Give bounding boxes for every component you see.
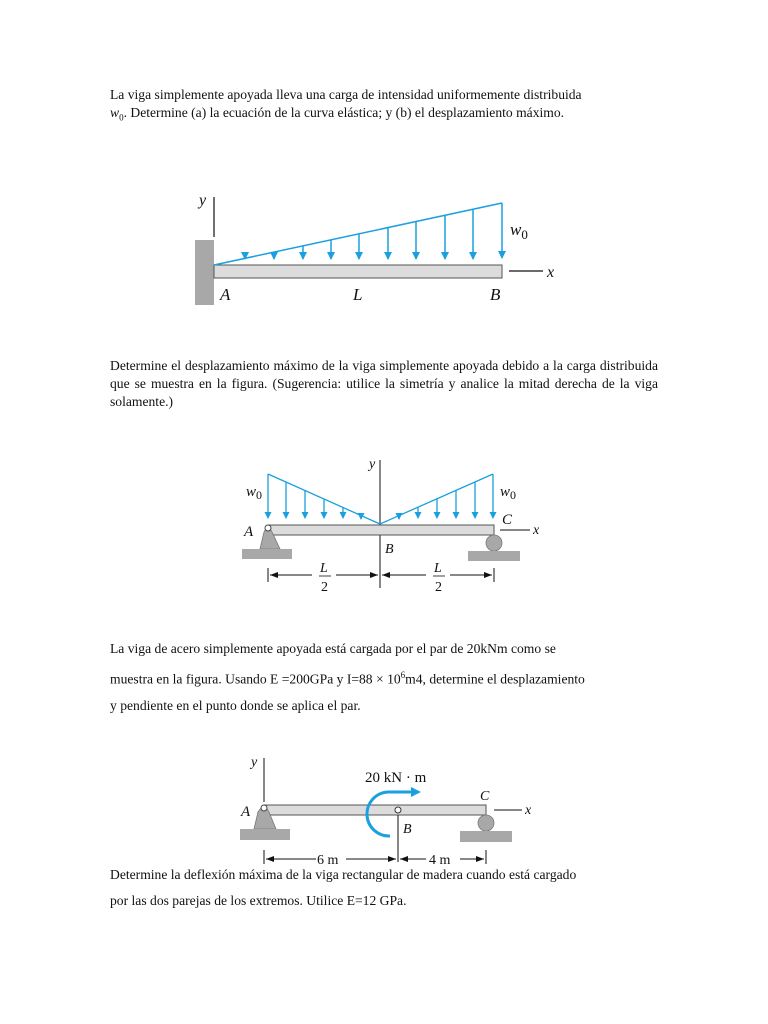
problem-1-line-2-rest: . Determine (a) la ecuación de la curva elástica; y (b) el desplazamiento máximo. [123, 105, 565, 120]
length-l-label: L [353, 285, 363, 304]
fixed-support-wall [195, 240, 214, 305]
problem-4-text [110, 862, 658, 914]
problem-3-line-2: muestra en la figura. Usando E =200GPa y $I=88 \times 10^6m4$, determine el desplazamiento [110, 670, 585, 687]
point-b-label: B [385, 542, 394, 557]
problem-1-line-1: La viga simplemente apoyada lleva una carga de intensidad uniformemente distribuida [110, 87, 582, 102]
problem-2-text [110, 357, 658, 411]
problem-2-paragraph: Determine el desplazamiento máximo de la viga simplemente apoyada debido a la carga distribuida que se muestra en la figura. (Sugerencia: utilice la simetría y analice la mitad derecha de la viga solamente.) [110, 358, 658, 409]
point-b-marker [395, 807, 401, 813]
problem-3-line-1: La viga de acero simplemente apoyada está cargada por el par de 20kNm como se [110, 641, 556, 656]
exponent: 6 [400, 670, 406, 680]
point-a-label: A [220, 285, 231, 304]
problem-1-line-2 [110, 104, 658, 127]
problem-3-line-3: y pendiente en el punto donde se aplica el par. [110, 697, 361, 713]
y-axis-label: y [251, 755, 258, 770]
beam [268, 525, 494, 535]
dimension-lines [268, 568, 494, 582]
roller-support-c [468, 535, 520, 561]
w0-left-label: $w_0$ [246, 484, 263, 502]
triangular-load [214, 203, 502, 265]
problem-4-line-1: Determine la deflexión máxima de la viga rectangular de madera cuando está cargado [110, 867, 577, 882]
point-b-label: B [403, 822, 412, 837]
w0-subscript: 0 [119, 112, 124, 123]
beam [264, 805, 486, 815]
roller-support-c [460, 815, 512, 842]
x-axis-label: x [525, 803, 532, 818]
y-axis-label: y [369, 457, 376, 472]
half-length-right-numerator: L [434, 561, 442, 576]
distance-4m-label: 4 m [429, 853, 451, 868]
figure-2-simply-supported-beam [230, 448, 550, 603]
y-axis-label: y [199, 192, 207, 209]
point-b-label: B [490, 285, 501, 304]
figure-3-couple-moment-beam [238, 752, 548, 872]
point-c-label: C [502, 512, 513, 528]
half-length-right-denominator: 2 [435, 580, 442, 595]
point-a-label: A [241, 804, 251, 820]
moment-label: 20 kN · m [365, 770, 427, 786]
point-a-label: A [244, 524, 254, 540]
point-c-label: C [480, 789, 490, 804]
problem-3-text [110, 636, 658, 719]
w0-symbol: w [110, 105, 120, 120]
w0-right-label: $w_0$ [500, 484, 517, 502]
x-axis-label: x [533, 523, 540, 538]
half-length-left-denominator: 2 [321, 580, 328, 595]
beam [214, 265, 502, 278]
distance-6m-label: 6 m [317, 853, 339, 868]
w0-load-label: $w_0$ [510, 220, 528, 242]
x-axis-label: x [547, 264, 555, 281]
half-length-left-numerator: L [320, 561, 328, 576]
figure-1-cantilever-beam [185, 185, 575, 310]
problem-1-text [110, 86, 658, 127]
problem-4-line-2: por las dos parejas de los extremos. Utilice E=12 GPa. [110, 893, 407, 908]
